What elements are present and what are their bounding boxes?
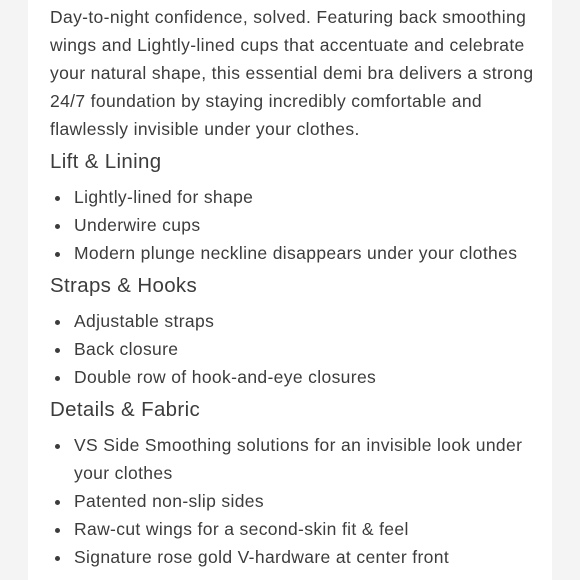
list-item-text: Modern plunge neckline disappears under your clothes	[74, 243, 518, 263]
bullet-dot-icon	[55, 500, 60, 505]
list-item-text: Lightly-lined for shape	[74, 187, 254, 207]
bullet-dot-icon	[55, 252, 60, 257]
list-item-text: Double row of hook-and-eye closures	[74, 367, 377, 387]
list-item	[50, 211, 550, 239]
section-title: Lift & Lining	[50, 150, 162, 173]
section-straps-hooks	[50, 272, 550, 391]
section-lift-lining	[50, 148, 550, 267]
list-item	[50, 363, 550, 391]
list-item-text: VS Side Smoothing solutions for an invisible look under your clothes	[74, 435, 523, 483]
product-details-content	[50, 3, 550, 571]
list-item	[50, 431, 550, 487]
list-item	[50, 183, 550, 211]
bullet-dot-icon	[55, 376, 60, 381]
feature-list	[50, 307, 550, 391]
list-item	[50, 335, 550, 363]
list-item-text: Signature rose gold V-hardware at center front	[74, 547, 450, 567]
bullet-dot-icon	[55, 224, 60, 229]
feature-list	[50, 183, 550, 267]
list-item	[50, 487, 550, 515]
bullet-dot-icon	[55, 528, 60, 533]
list-item-text: Adjustable straps	[74, 311, 215, 331]
list-item-text: Back closure	[74, 339, 179, 359]
list-item-text: Raw-cut wings for a second-skin fit & feel	[74, 519, 409, 539]
section-details-fabric	[50, 396, 550, 571]
list-item	[50, 307, 550, 335]
feature-list	[50, 431, 550, 571]
section-title: Straps & Hooks	[50, 274, 198, 297]
product-description: Day-to-night confidence, solved. Featuring back smoothing wings and Lightly-lined cups that accentuate and celebrate your natural shape, this essential demi bra delivers a strong 24/7 foundation by staying incredibly comfortable and flawlessly invisible under your clothes.	[50, 7, 534, 139]
bullet-dot-icon	[55, 556, 60, 561]
bullet-dot-icon	[55, 196, 60, 201]
bullet-dot-icon	[55, 348, 60, 353]
bullet-dot-icon	[55, 320, 60, 325]
bullet-dot-icon	[55, 444, 60, 449]
product-details-card	[28, 0, 552, 580]
list-item	[50, 543, 550, 571]
list-item-text: Patented non-slip sides	[74, 491, 264, 511]
section-title: Details & Fabric	[50, 398, 201, 421]
list-item	[50, 239, 550, 267]
list-item	[50, 515, 550, 543]
list-item-text: Underwire cups	[74, 215, 201, 235]
